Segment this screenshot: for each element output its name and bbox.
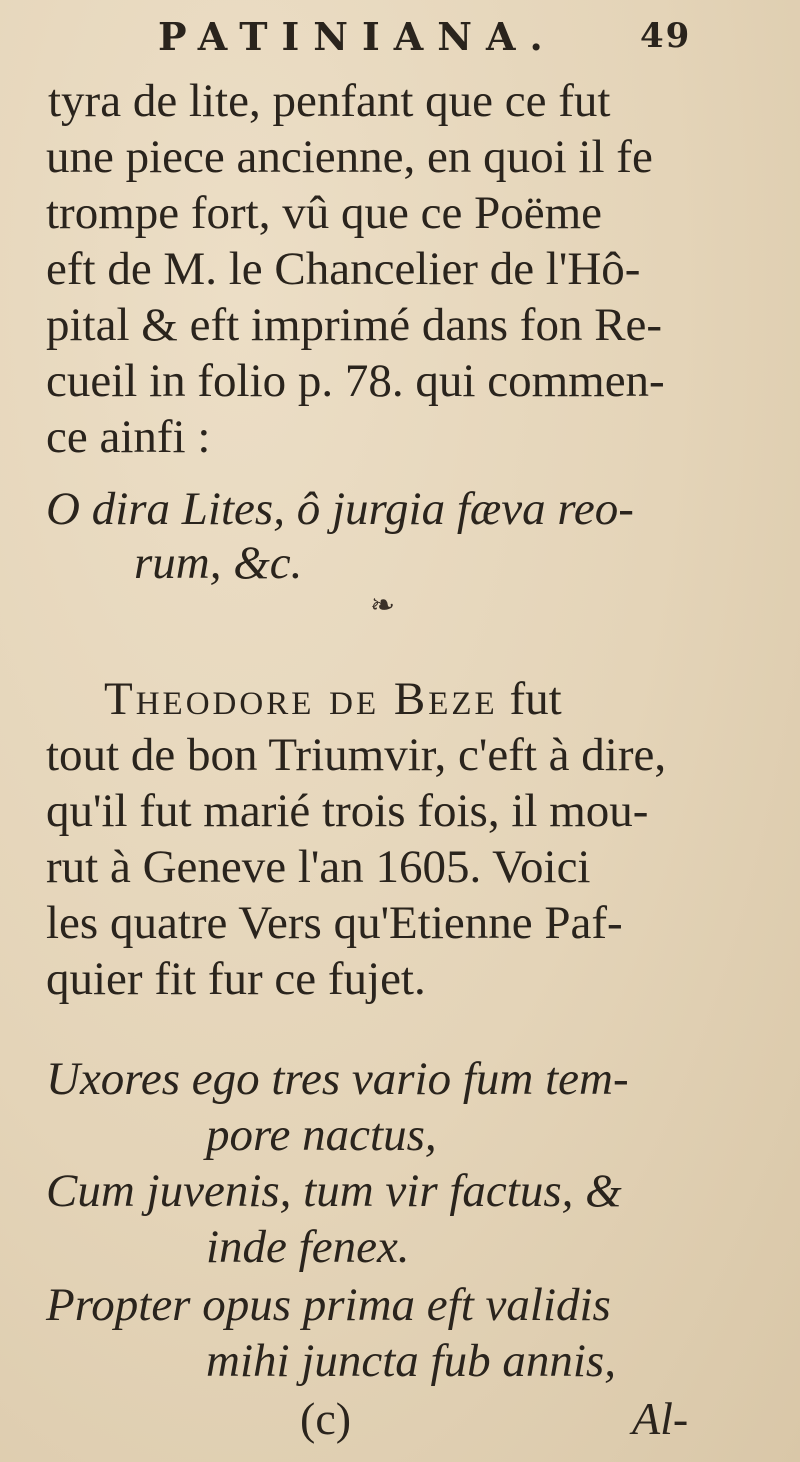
verse-line: Propter opus prima eft validis <box>46 1279 611 1331</box>
signature-mark: (c) <box>300 1393 352 1444</box>
paragraph-line: eft de M. le Chancelier de l'Hô- <box>46 243 641 295</box>
person-name: Theodore de Beze <box>104 673 498 725</box>
running-title: PATINIANA. <box>158 14 557 59</box>
paragraph-line: une piece ancienne, en quoi il fe <box>46 131 653 183</box>
quote-line: rum, &c. <box>134 537 303 589</box>
verse-line: mihi juncta fub annis, <box>206 1335 616 1387</box>
verse-line: Cum juvenis, tum vir factus, & <box>46 1165 622 1217</box>
paragraph-line: rut à Geneve l'an 1605. Voici <box>46 841 591 893</box>
paragraph-line-tail: fut <box>509 673 562 725</box>
paragraph-line: cueil in folio p. 78. qui commen- <box>46 355 665 407</box>
running-header <box>158 14 758 59</box>
verse-line: Uxores ego tres vario fum tem- <box>46 1053 629 1105</box>
paragraph-line: ce ainfi : <box>46 411 211 463</box>
paragraph-line: pital & eft imprimé dans fon Re- <box>46 299 663 351</box>
paragraph-line: les quatre Vers qu'Etienne Paf- <box>46 897 623 949</box>
paragraph-first-line <box>104 673 562 725</box>
paragraph-line: tyra de lite, penfant que ce fut <box>48 75 611 127</box>
paragraph-line: tout de bon Triumvir, c'eft à dire, <box>46 729 667 781</box>
paragraph-line: qu'il fut marié trois fois, il mou- <box>46 785 649 837</box>
catchword: Al- <box>632 1393 689 1444</box>
paragraph-line: quier fit fur ce fujet. <box>46 953 426 1005</box>
verse-line: pore nactus, <box>206 1109 437 1161</box>
fleuron-ornament: ❧ <box>370 588 396 623</box>
verse-line: inde fenex. <box>206 1221 410 1273</box>
quote-line: O dira Lites, ô jurgia fæva reo- <box>46 483 634 535</box>
page-number: 49 <box>640 16 692 56</box>
paragraph-line: trompe fort, vû que ce Poëme <box>46 187 602 239</box>
